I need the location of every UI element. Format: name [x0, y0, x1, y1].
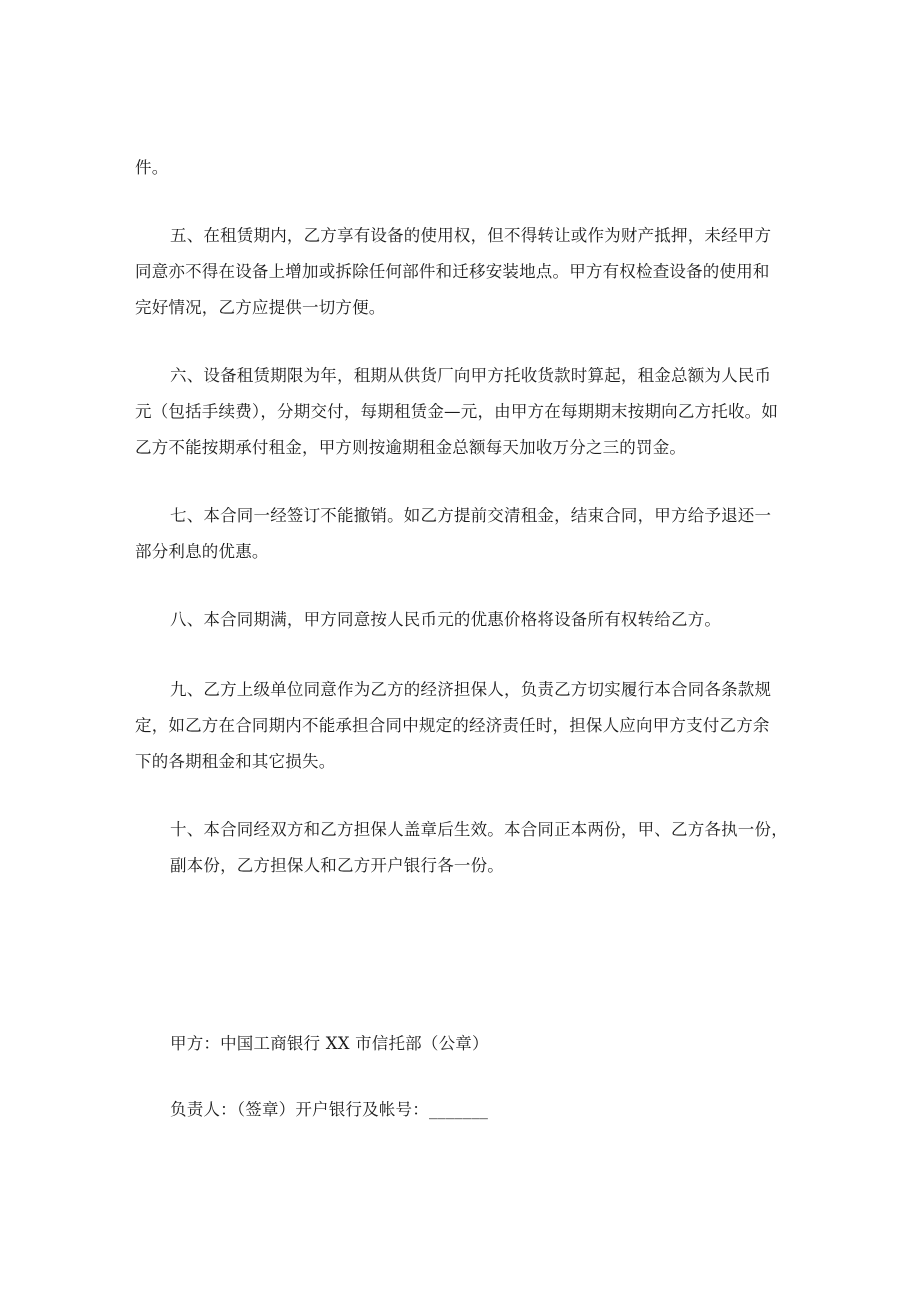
responsible-person-signature: 负责人：（签章）开户银行及帐号：_______	[170, 1100, 489, 1119]
clause-5-line-1: 五、在租赁期内，乙方享有设备的使用权，但不得转让或作为财产抵押，未经甲方	[170, 226, 772, 245]
clause-9-line-3: 下的各期租金和其它损失。	[135, 752, 336, 771]
clause-9-line-2: 定，如乙方在合同期内不能承担合同中规定的经济责任时，担保人应向甲方支付乙方余	[135, 716, 770, 735]
clause-10-line-2: 副本份，乙方担保人和乙方开户银行各一份。	[170, 856, 504, 875]
clause-9-line-1: 九、乙方上级单位同意作为乙方的经济担保人，负责乙方切实履行本合同各条款规	[170, 680, 772, 699]
clause-7-line-1: 七、本合同一经签订不能撤销。如乙方提前交清租金，结束合同，甲方给予退还一	[170, 506, 772, 525]
clause-10-line-1: 十、本合同经双方和乙方担保人盖章后生效。本合同正本两份，甲、乙方各执一份，	[170, 820, 788, 839]
clause-7-line-2: 部分利息的优惠。	[135, 542, 269, 561]
clause-5-line-3: 完好情况，乙方应提供一切方便。	[135, 298, 386, 317]
clause-5-line-2: 同意亦不得在设备上增加或拆除任何部件和迁移安装地点。甲方有权检查设备的使用和	[135, 262, 770, 281]
clause-6-line-1: 六、设备租赁期限为年，租期从供货厂向甲方托收货款时算起，租金总额为人民币	[170, 366, 772, 385]
clause-4-tail-line: 件。	[135, 158, 169, 177]
party-a-signature: 甲方：中国工商银行 XX 市信托部（公章）	[170, 1034, 489, 1053]
clause-6-line-3: 乙方不能按期承付租金，甲方则按逾期租金总额每天加收万分之三的罚金。	[135, 438, 687, 457]
clause-8-line-1: 八、本合同期满，甲方同意按人民币元的优惠价格将设备所有权转给乙方。	[170, 610, 722, 629]
clause-6-line-2: 元（包括手续费），分期交付，每期租赁金—元，由甲方在每期期末按期向乙方托收。如	[135, 402, 779, 421]
